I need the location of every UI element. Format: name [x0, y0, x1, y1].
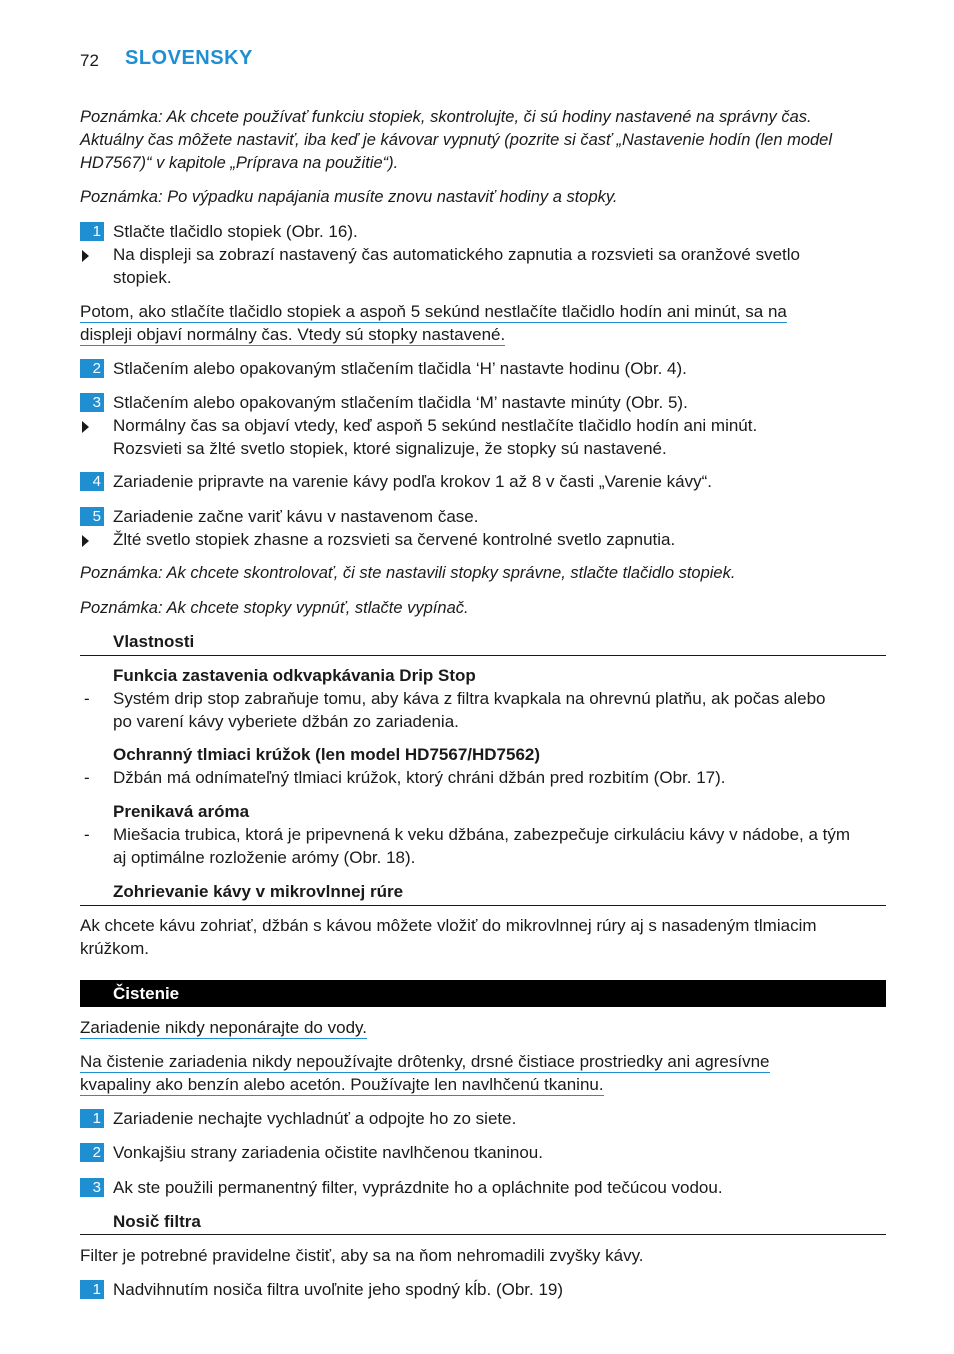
step-text: Zariadenie pripravte na varenie kávy podľa krokov 1 až 8 v časti „Varenie kávy“.	[113, 472, 712, 491]
result-arrow-icon	[82, 250, 89, 262]
feature-item	[80, 823, 890, 869]
cleaning-step-3	[80, 1176, 890, 1199]
section-heading-filter-holder: Nosič filtra	[113, 1212, 201, 1231]
filter-holder-text: Filter je potrebné pravidelne čistiť, aby sa na ňom nehromadili zvyšky kávy.	[80, 1246, 644, 1265]
note-stopwatch-line-3: HD7567)“ v kapitole „Príprava na použitie“).	[80, 154, 399, 172]
result-text-line-1: Na displeji sa zobrazí nastavený čas automatického zapnutia a rozsvieti sa oranžové svetlo	[113, 245, 800, 264]
heading-rule	[80, 905, 886, 906]
step-number: 1	[80, 1280, 104, 1299]
feature-text-line-1: Systém drip stop zabraňuje tomu, aby káva z filtra kvapkala na ohrevnú platňu, ak počas alebo	[113, 689, 826, 708]
result-arrow-icon	[82, 535, 89, 547]
step-4	[80, 470, 890, 493]
microwave-text-line-2: krúžkom.	[80, 939, 149, 958]
result-item	[80, 414, 890, 460]
step-3	[80, 391, 890, 414]
feature-text: Džbán má odnímateľný tlmiaci krúžok, ktorý chráni džbán pred rozbitím (Obr. 17).	[113, 768, 726, 787]
dash-marker: -	[84, 768, 90, 787]
feature-title-drip-stop: Funkcia zastavenia odkvapkávania Drip Stop	[113, 666, 476, 685]
page-number: 72	[80, 51, 99, 70]
cleaning-step-2	[80, 1141, 890, 1164]
result-item	[80, 243, 890, 289]
step-2	[80, 357, 890, 380]
section-bar-cleaning	[80, 980, 886, 1007]
microwave-text-line-1: Ak chcete kávu zohriať, džbán s kávou môžete vložiť do mikrovlnnej rúry aj s nasadeným tlmiacim	[80, 916, 817, 935]
result-item	[80, 528, 890, 551]
step-text: Stlačením alebo opakovaným stlačením tlačidla ‘H’ nastavte hodinu (Obr. 4).	[113, 359, 687, 378]
note-turn-off-stopwatch: Poznámka: Ak chcete stopky vypnúť, stlačte vypínač.	[80, 599, 469, 617]
step-5	[80, 505, 890, 528]
note-stopwatch-line-1: Poznámka: Ak chcete používať funkciu stopiek, skontrolujte, či sú hodiny nastavené na správny čas.	[80, 108, 812, 126]
dash-marker: -	[84, 825, 90, 844]
language-title: SLOVENSKY	[125, 47, 253, 69]
feature-title-aroma: Prenikavá aróma	[113, 802, 250, 821]
filter-step-1	[80, 1278, 890, 1301]
step-text: Vonkajšiu strany zariadenia očistite navlhčenou tkaninou.	[113, 1143, 543, 1162]
step-text: Zariadenie nechajte vychladnúť a odpojte ho zo siete.	[113, 1109, 517, 1128]
step-number: 5	[80, 507, 104, 526]
feature-text-line-2: po varení kávy vyberiete džbán zo zariadenia.	[113, 712, 459, 731]
feature-title-damper-ring: Ochranný tlmiaci krúžok (len model HD7567/HD7562)	[113, 745, 541, 764]
note-check-stopwatch: Poznámka: Ak chcete skontrolovať, či ste nastavili stopky správne, stlačte tlačidlo stopiek.	[80, 564, 736, 582]
warning-line-1: Na čistenie zariadenia nikdy nepoužívajte drôtenky, drsné čistiace prostriedky ani agresívne	[80, 1052, 770, 1071]
feature-item	[80, 766, 890, 789]
warning-line-2: kvapaliny ako benzín alebo acetón. Používajte len navlhčenú tkaninu.	[80, 1075, 604, 1094]
step-text: Stlačte tlačidlo stopiek (Obr. 16).	[113, 222, 358, 241]
step-text: Ak ste použili permanentný filter, vyprázdnite ho a opláchnite pod tečúcou vodou.	[113, 1178, 723, 1197]
note-power-failure: Poznámka: Po výpadku napájania musíte znovu nastaviť hodiny a stopky.	[80, 188, 618, 206]
feature-text-line-1: Miešacia trubica, ktorá je pripevnená k veku džbána, zabezpečuje cirkuláciu kávy v nádobe, a tým	[113, 825, 851, 844]
result-text-line-1: Normálny čas sa objaví vtedy, keď aspoň 5 sekúnd nestlačíte tlačidlo hodín ani minút.	[113, 416, 758, 435]
heading-rule	[80, 1234, 886, 1235]
step-text: Nadvihnutím nosiča filtra uvoľnite jeho spodný kĺb. (Obr. 19)	[113, 1280, 564, 1299]
info-paragraph-line-1: Potom, ako stlačíte tlačidlo stopiek a aspoň 5 sekúnd nestlačíte tlačidlo hodín ani minút, sa na	[80, 302, 787, 321]
feature-text-line-2: aj optimálne rozloženie arómy (Obr. 18).	[113, 848, 416, 867]
step-text: Stlačením alebo opakovaným stlačením tlačidla ‘M’ nastavte minúty (Obr. 5).	[113, 393, 688, 412]
dash-marker: -	[84, 689, 90, 708]
step-number: 2	[80, 1143, 104, 1162]
info-paragraph-line-2: displeji objaví normálny čas. Vtedy sú stopky nastavené.	[80, 325, 506, 344]
step-number: 2	[80, 359, 104, 378]
step-number: 4	[80, 472, 104, 491]
warning-line: Zariadenie nikdy neponárajte do vody.	[80, 1018, 367, 1037]
cleaning-step-1	[80, 1107, 890, 1130]
step-number: 1	[80, 1109, 104, 1128]
note-stopwatch-line-2: Aktuálny čas môžete nastaviť, iba keď je kávovar vypnutý (pozrite si časť „Nastavenie hodín (len model	[80, 131, 833, 149]
section-heading-features: Vlastnosti	[113, 632, 195, 651]
feature-item	[80, 687, 890, 733]
result-text-line-2: Rozsvieti sa žlté svetlo stopiek, ktoré signalizuje, že stopky sú nastavené.	[113, 439, 667, 458]
step-number: 3	[80, 1178, 104, 1197]
result-arrow-icon	[82, 421, 89, 433]
result-text-line-2: stopiek.	[113, 268, 172, 287]
step-number: 3	[80, 393, 104, 412]
heading-rule	[80, 655, 886, 656]
step-text: Zariadenie začne variť kávu v nastavenom čase.	[113, 507, 479, 526]
step-1	[80, 220, 890, 243]
result-text: Žlté svetlo stopiek zhasne a rozsvieti sa červené kontrolné svetlo zapnutia.	[113, 530, 676, 549]
section-heading-microwave: Zohrievanie kávy v mikrovlnnej rúre	[113, 882, 404, 901]
step-number: 1	[80, 222, 104, 241]
section-title-cleaning: Čistenie	[113, 984, 180, 1003]
